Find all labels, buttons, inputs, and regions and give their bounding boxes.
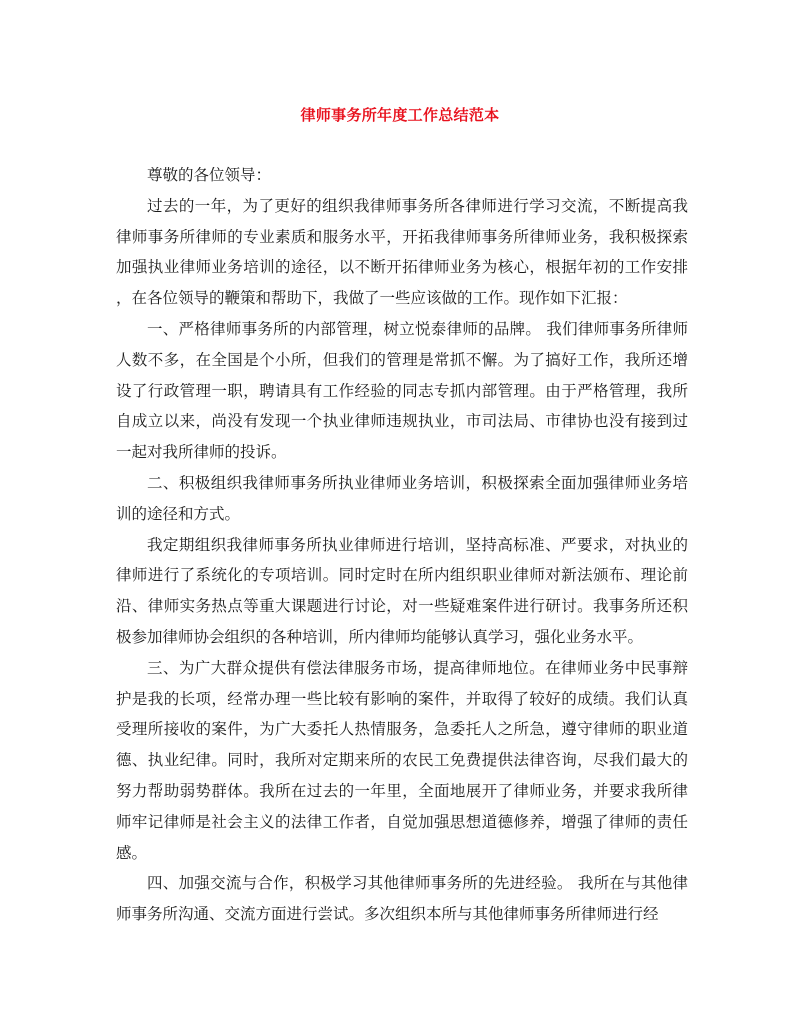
paragraph-section-2-heading: 二、积极组织我律师事务所执业律师业务培训，积极探索全面加强律师业务培训的途径和方式。 (116, 473, 688, 523)
document-body (116, 160, 688, 930)
paragraph-section-4: 四、加强交流与合作，积极学习其他律师事务所的先进经验。 我所在与其他律师事务所沟通、交流方面进行尝试。多次组织本所与其他律师事务所律师进行经 (116, 874, 688, 924)
paragraph-intro: 过去的一年，为了更好的组织我律师事务所各律师进行学习交流，不断提高我律师事务所律师的专业素质和服务水平，开拓我律师事务所律师业务，我积极探索加强执业律师业务培训的途径，以不断开拓律师业务为核心，根据年初的工作安排，在各位领导的鞭策和帮助下，我做了一些应该做的工作。现作如下汇报： (116, 196, 688, 308)
document-title: 律师事务所年度工作总结范本 (300, 106, 500, 124)
paragraph-salutation: 尊敬的各位领导： (147, 166, 272, 184)
paragraph-section-1: 一、严格律师事务所的内部管理，树立悦泰律师的品牌。 我们律师事务所律师人数不多，在全国是个小所，但我们的管理是常抓不懈。为了搞好工作，我所还增设了行政管理一职，聘请具有工作经验的同志专抓内部管理。由于严格管理，我所自成立以来，尚没有发现一个执业律师违规执业，市司法局、市律协也没有接到过一起对我所律师的投诉。 (116, 319, 688, 462)
paragraph-section-3: 三、为广大群众提供有偿法律服务市场，提高律师地位。在律师业务中民事辩护是我的长项，经常办理一些比较有影响的案件，并取得了较好的成绩。我们认真受理所接收的案件，为广大委托人热情服务，急委托人之所急，遵守律师的职业道德、执业纪律。同时，我所对定期来所的农民工免费提供法律咨询，尽我们最大的努力帮助弱势群体。我所在过去的一年里，全面地展开了律师业务，并要求我所律师牢记律师是社会主义的法律工作者，自觉加强思想道德修养，增强了律师的责任感。 (116, 658, 688, 862)
paragraph-section-2-body: 我定期组织我律师事务所执业律师进行培训，坚持高标准、严要求，对执业的律师进行了系统化的专项培训。同时定时在所内组织职业律师对新法颁布、理论前沿、律师实务热点等重大课题进行讨论，对一些疑难案件进行研讨。我事务所还积极参加律师协会组织的各种培训，所内律师均能够认真学习，强化业务水平。 (116, 535, 688, 646)
